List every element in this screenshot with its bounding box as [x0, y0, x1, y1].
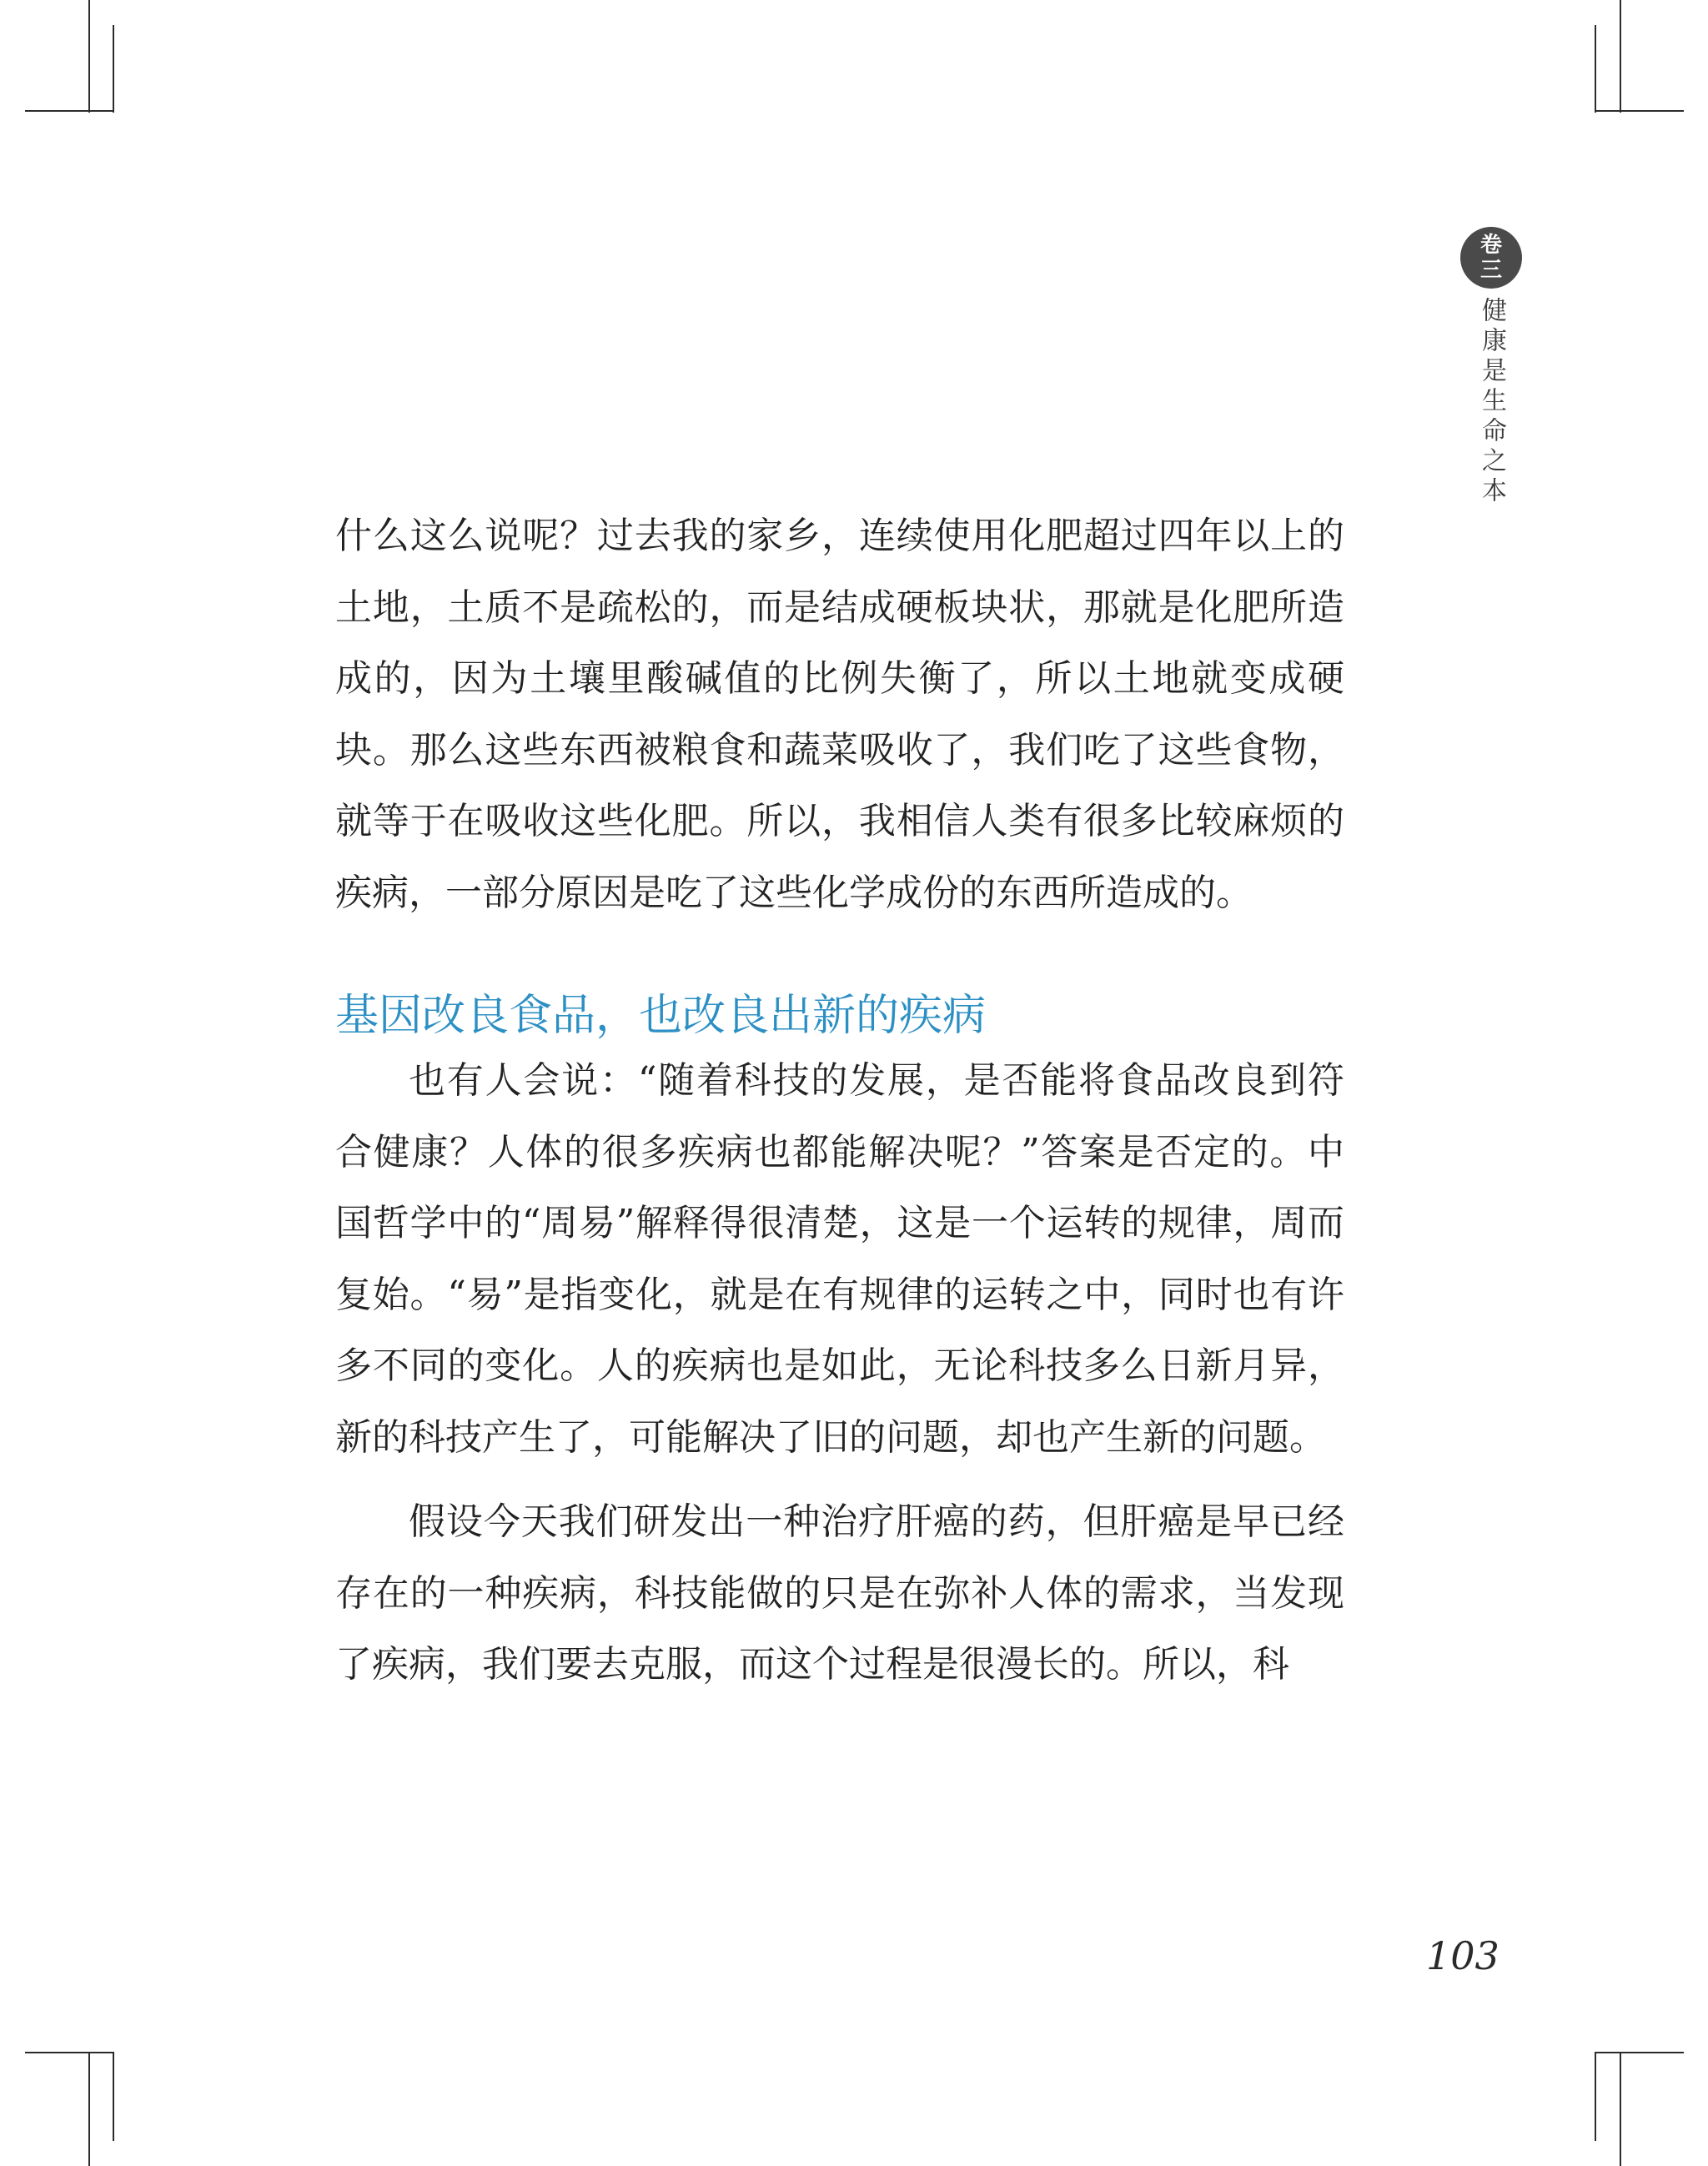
crop-mark-bottom-left-v1 [88, 2052, 90, 2166]
paragraph-continued: 什么这么说呢？过去我的家乡，连续使用化肥超过四年以上的土地，土质不是疏松的，而是结成硬板块状，那就是化肥所造成的，因为土壤里酸碱值的比例失衡了，所以土地就变成硬块。那么这些东西被粮食和蔬菜吸收了，我们吃了这些食物，就等于在吸收这些化肥。所以，我相信人类有很多比较麻烦的疾病，一部分原因是吃了这些化学成份的东西所造成的。 [335, 515, 1344, 914]
crop-mark-top-right-v2 [1620, 0, 1621, 113]
volume-badge-top: 卷 [1479, 233, 1502, 258]
crop-mark-top-left-v1 [88, 0, 90, 113]
crop-mark-top-left-v2 [113, 25, 114, 113]
crop-mark-bottom-right-v1 [1595, 2052, 1596, 2141]
section-paragraph-2: 假设今天我们研发出一种治疗肝癌的药，但肝癌是早已经存在的一种疾病，科技能做的只是在弥补人体的需求，当发现了疾病，我们要去克服，而这个过程是很漫长的。所以，科 [335, 1500, 1344, 1686]
chapter-title-vertical: 健康是生命之本 [1477, 297, 1506, 507]
crop-mark-bottom-right-v2 [1620, 2052, 1621, 2166]
crop-mark-top-left-h [25, 110, 114, 112]
section-heading: 基因改良食品，也改良出新的疾病 [335, 991, 987, 1041]
page-content [335, 500, 1344, 1701]
crop-mark-bottom-right-h [1595, 2052, 1684, 2053]
crop-mark-bottom-left-h [25, 2052, 114, 2053]
volume-badge [1460, 227, 1522, 289]
crop-mark-bottom-left-v2 [113, 2052, 114, 2141]
crop-mark-top-right-v1 [1595, 25, 1596, 113]
page-number: 103 [1426, 1933, 1500, 1978]
section-paragraph-1: 也有人会说：“随着科技的发展，是否能将食品改良到符合健康？人体的很多疾病也都能解决呢？”答案是否定的。中国哲学中的“周易”解释得很清楚，这是一个运转的规律，周而复始。“易”是指变化，就是在有规律的运转之中，同时也有许多不同的变化。人的疾病也是如此，无论科技多么日新月异，新的科技产生了，可能解决了旧的问题，却也产生新的问题。 [335, 1059, 1344, 1459]
volume-badge-bottom: 三 [1479, 258, 1502, 283]
crop-mark-top-right-h [1595, 110, 1684, 112]
chapter-side-tab [1458, 227, 1525, 507]
